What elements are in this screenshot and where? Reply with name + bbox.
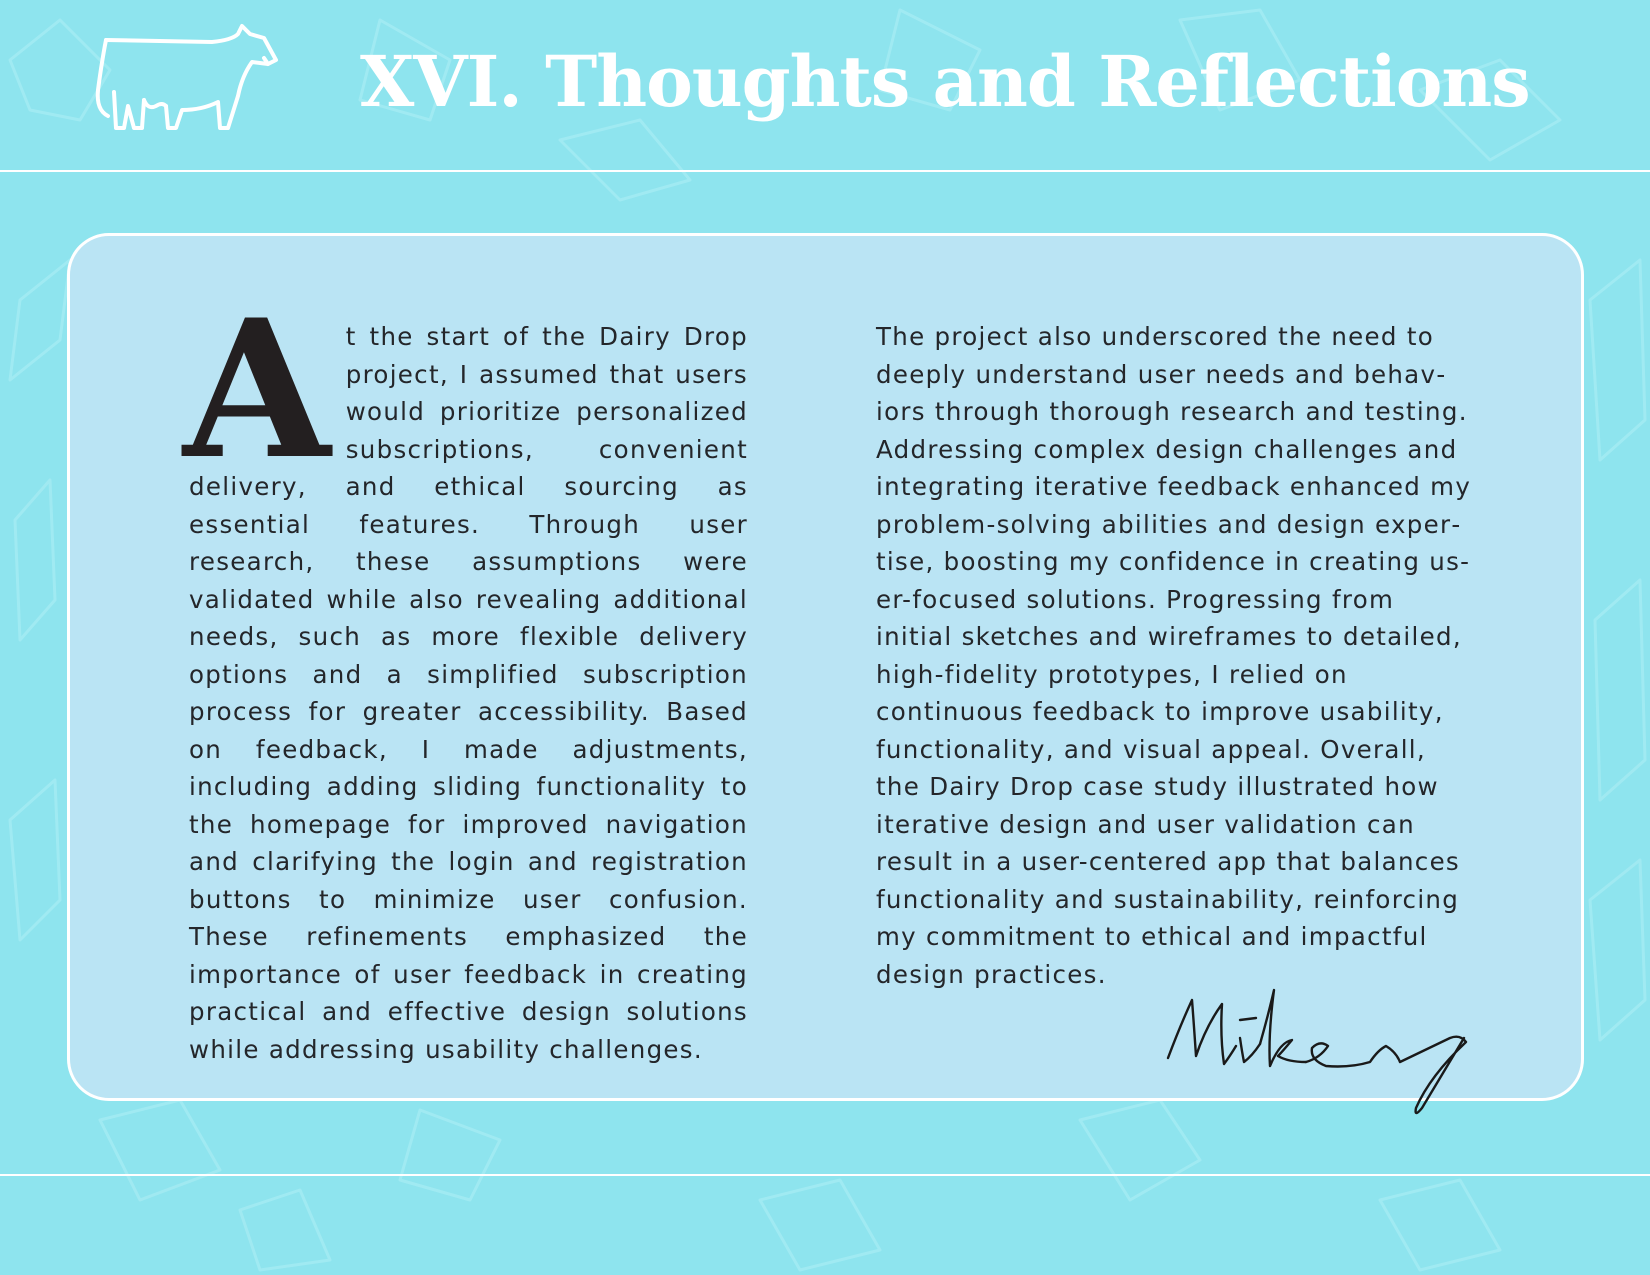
header-divider xyxy=(0,170,1650,172)
right-paragraph: The project also underscored the need to deeply understand user needs and behaviors through thorough research and testing. Addressing complex design challenges and integrating iterative feedback enhanced my problem-solving abilities and design expertise, boosting my confidence in creating user-focused solutions. Progressing from initial sketches and wireframes to detailed, high-fidelity prototypes, I relied on continuous feedback to improve usability, functionality, and visual appeal. Overall, the Dairy Drop case study illustrated how iterative design and user validation can result in a user-centered app that balances functionality and sustainability, reinforcing my commitment to ethical and impactful design practices. xyxy=(876,322,1472,989)
left-paragraph: t the start of the Dairy Drop project, I assumed that users would prioritize personalized subscriptions, convenient delivery, and ethical sourcing as essential features. Through user research, these assumptions were validated while also revealing additional needs, such as more flexible delivery options and a simplified subscription process for greater accessibility. Based on feedback, I made adjustments, including adding sliding functionality to the homepage for improved navigation and clarifying the login and registration buttons to minimize user confusion. These refinements emphasized the importance of user feedback in creating practical and effective design solutions while addressing usability challenges. xyxy=(189,322,748,1064)
reflection-panel xyxy=(67,233,1584,1101)
right-column xyxy=(876,318,1476,993)
footer-divider xyxy=(0,1174,1650,1176)
signature-mikey xyxy=(1160,986,1520,1136)
left-column xyxy=(183,278,748,1068)
page-title: XVI. Thoughts and Reflections xyxy=(360,40,1530,123)
drop-cap: A xyxy=(183,278,332,501)
cow-icon xyxy=(92,20,284,142)
